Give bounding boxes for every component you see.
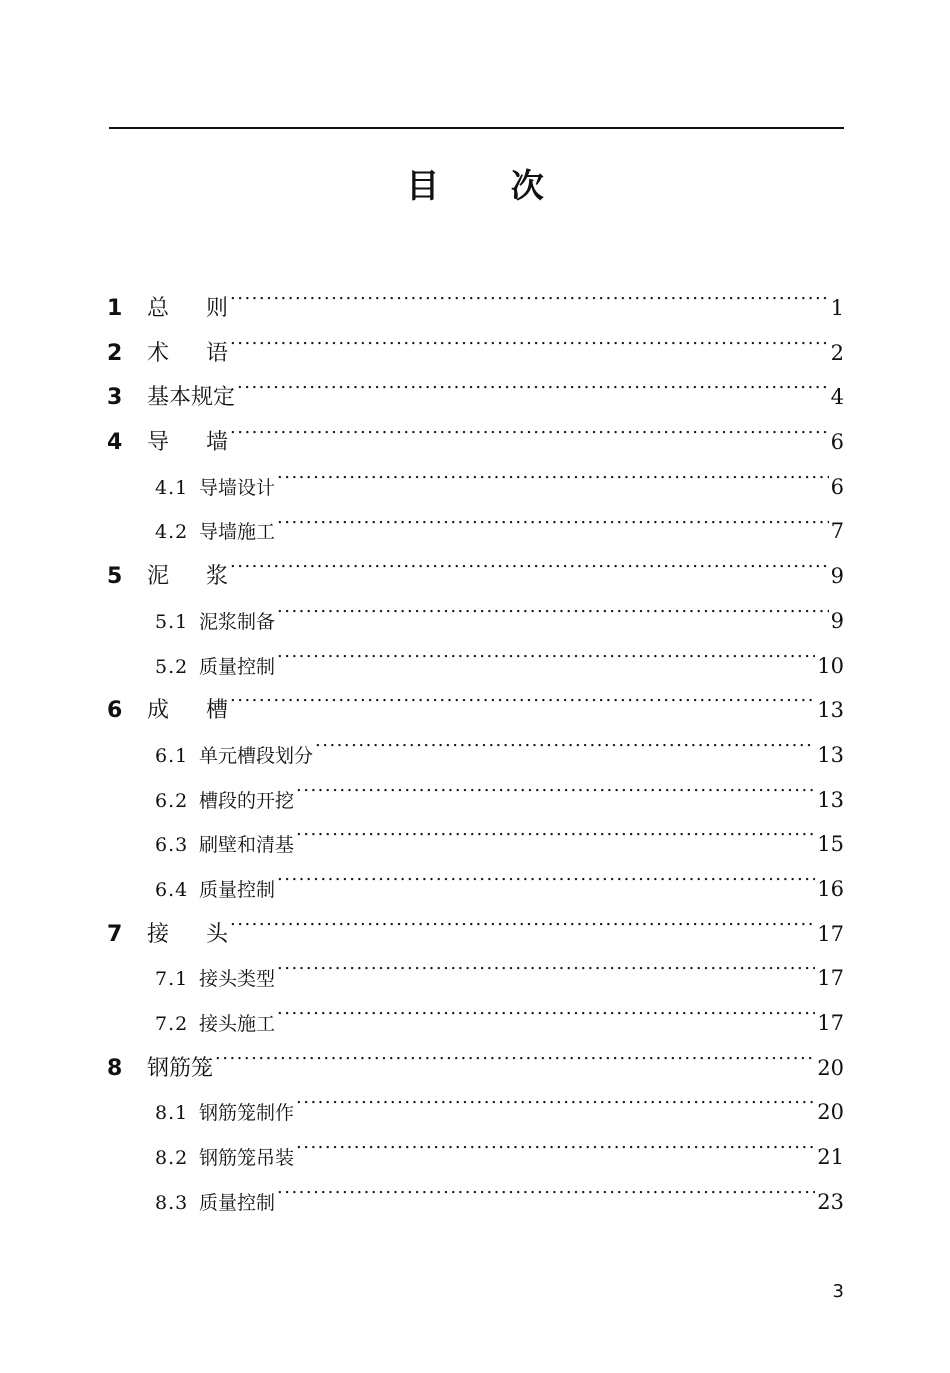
toc-chapter-entry[interactable] xyxy=(107,286,844,331)
toc-section-entry[interactable] xyxy=(107,465,844,510)
toc-entry-number: 8.2 xyxy=(155,1147,189,1170)
toc-entry-title: 导墙设计 xyxy=(199,476,276,499)
page-title: 目 次 xyxy=(406,166,574,205)
toc-dot-leader xyxy=(315,743,815,762)
toc-section-entry[interactable] xyxy=(107,644,844,689)
toc-dot-leader xyxy=(277,475,829,494)
toc-entry-title: 钢筋笼 xyxy=(147,1055,214,1081)
toc-entry-number: 7.1 xyxy=(155,968,189,991)
toc-entry-title: 泥 浆 xyxy=(147,564,228,590)
toc-chapter-entry[interactable] xyxy=(107,554,844,599)
toc-dot-leader xyxy=(215,1053,815,1075)
toc-chapter-entry[interactable] xyxy=(107,1046,844,1091)
toc-entry-title: 质量控制 xyxy=(199,655,276,678)
toc-section-entry[interactable] xyxy=(107,867,844,912)
toc-chapter-entry[interactable] xyxy=(107,375,844,420)
toc-chapter-entry[interactable] xyxy=(107,331,844,376)
toc-entry-title: 接头类型 xyxy=(199,968,276,991)
toc-dot-leader xyxy=(277,1190,815,1209)
toc-dot-leader xyxy=(230,561,829,583)
toc-entry-title: 接 头 xyxy=(147,921,228,947)
toc-entry-title: 泥浆制备 xyxy=(199,610,276,633)
toc-dot-leader xyxy=(277,1011,815,1030)
toc-entry-number: 8 xyxy=(107,1055,123,1081)
toc-entry-title: 槽段的开挖 xyxy=(199,789,295,812)
header-rule xyxy=(109,127,844,129)
toc-entry-title: 钢筋笼制作 xyxy=(199,1102,295,1125)
toc-dot-leader xyxy=(277,966,815,985)
toc-section-entry[interactable] xyxy=(107,956,844,1001)
toc-entry-title: 基本规定 xyxy=(147,385,236,411)
toc-entry-title: 钢筋笼吊装 xyxy=(199,1147,295,1170)
toc-entry-page: 6 xyxy=(830,430,844,455)
toc-entry-page: 1 xyxy=(830,296,844,320)
toc-dot-leader xyxy=(230,338,829,360)
toc-entry-number: 8.3 xyxy=(155,1191,189,1214)
table-of-contents xyxy=(107,286,844,1224)
toc-entry-page: 15 xyxy=(817,832,844,857)
toc-entry-page: 9 xyxy=(830,608,844,633)
toc-entry-page: 17 xyxy=(817,966,844,991)
toc-entry-page: 9 xyxy=(830,564,844,589)
toc-entry-title: 术 语 xyxy=(147,340,228,366)
toc-entry-title: 总 则 xyxy=(147,296,228,321)
toc-entry-page: 21 xyxy=(817,1145,844,1170)
toc-section-entry[interactable] xyxy=(107,1135,844,1180)
toc-dot-leader xyxy=(277,654,815,673)
toc-entry-title: 接头施工 xyxy=(199,1013,276,1035)
toc-chapter-entry[interactable] xyxy=(107,912,844,957)
toc-entry-number: 8.1 xyxy=(155,1102,189,1125)
toc-entry-number: 3 xyxy=(107,385,123,411)
toc-dot-leader xyxy=(230,293,829,315)
toc-entry-title: 质量控制 xyxy=(199,878,276,901)
toc-section-entry[interactable] xyxy=(107,822,844,867)
toc-entry-page: 17 xyxy=(817,1011,844,1035)
toc-dot-leader xyxy=(230,919,815,941)
toc-entry-number: 6.2 xyxy=(155,789,189,812)
toc-dot-leader xyxy=(277,609,829,628)
page-number: 3 xyxy=(832,1281,844,1302)
toc-section-entry[interactable] xyxy=(107,733,844,778)
toc-entry-title: 刷壁和清基 xyxy=(199,834,295,857)
toc-entry-title: 导墙施工 xyxy=(199,521,276,544)
toc-section-entry[interactable] xyxy=(107,1180,844,1225)
toc-dot-leader xyxy=(296,788,815,807)
toc-entry-page: 13 xyxy=(817,698,844,723)
toc-section-entry[interactable] xyxy=(107,1090,844,1135)
toc-entry-page: 23 xyxy=(817,1189,844,1214)
toc-entry-number: 5.1 xyxy=(155,610,189,633)
toc-entry-page: 2 xyxy=(830,340,844,365)
toc-entry-page: 16 xyxy=(817,876,844,901)
toc-chapter-entry[interactable] xyxy=(107,420,844,465)
toc-entry-number: 6.4 xyxy=(155,878,189,901)
toc-section-entry[interactable] xyxy=(107,1001,844,1046)
toc-entry-page: 7 xyxy=(830,519,844,544)
toc-entry-number: 4.1 xyxy=(155,476,189,499)
toc-entry-number: 4.2 xyxy=(155,521,189,544)
toc-entry-number: 6 xyxy=(107,698,123,724)
toc-entry-page: 17 xyxy=(817,921,844,946)
toc-entry-page: 20 xyxy=(817,1100,844,1125)
toc-dot-leader xyxy=(230,427,829,449)
toc-dot-leader xyxy=(296,1100,815,1119)
toc-chapter-entry[interactable] xyxy=(107,688,844,733)
toc-entry-page: 13 xyxy=(817,787,844,812)
toc-entry-number: 7.2 xyxy=(155,1013,189,1035)
toc-dot-leader xyxy=(277,519,829,538)
toc-entry-number: 5 xyxy=(107,564,123,590)
toc-dot-leader xyxy=(296,1145,815,1164)
toc-entry-page: 10 xyxy=(817,653,844,678)
toc-entry-title: 质量控制 xyxy=(199,1191,276,1214)
toc-entry-title: 单元槽段划分 xyxy=(199,744,314,767)
toc-entry-title: 导 墙 xyxy=(147,430,228,456)
toc-entry-number: 5.2 xyxy=(155,655,189,678)
toc-entry-page: 6 xyxy=(830,474,844,499)
toc-entry-number: 7 xyxy=(107,921,123,947)
toc-section-entry[interactable] xyxy=(107,509,844,554)
toc-entry-title: 成 槽 xyxy=(147,698,228,724)
toc-entry-number: 2 xyxy=(107,340,123,366)
toc-section-entry[interactable] xyxy=(107,778,844,823)
toc-dot-leader xyxy=(296,832,815,851)
toc-entry-page: 4 xyxy=(830,385,844,410)
toc-entry-number: 4 xyxy=(107,430,123,456)
toc-dot-leader xyxy=(230,695,815,717)
toc-section-entry[interactable] xyxy=(107,599,844,644)
toc-dot-leader xyxy=(237,382,829,404)
toc-dot-leader xyxy=(277,877,815,896)
toc-entry-number: 6.3 xyxy=(155,834,189,857)
toc-entry-page: 20 xyxy=(817,1055,844,1080)
toc-entry-number: 6.1 xyxy=(155,744,189,767)
toc-entry-number: 1 xyxy=(107,296,123,321)
toc-entry-page: 13 xyxy=(817,742,844,767)
